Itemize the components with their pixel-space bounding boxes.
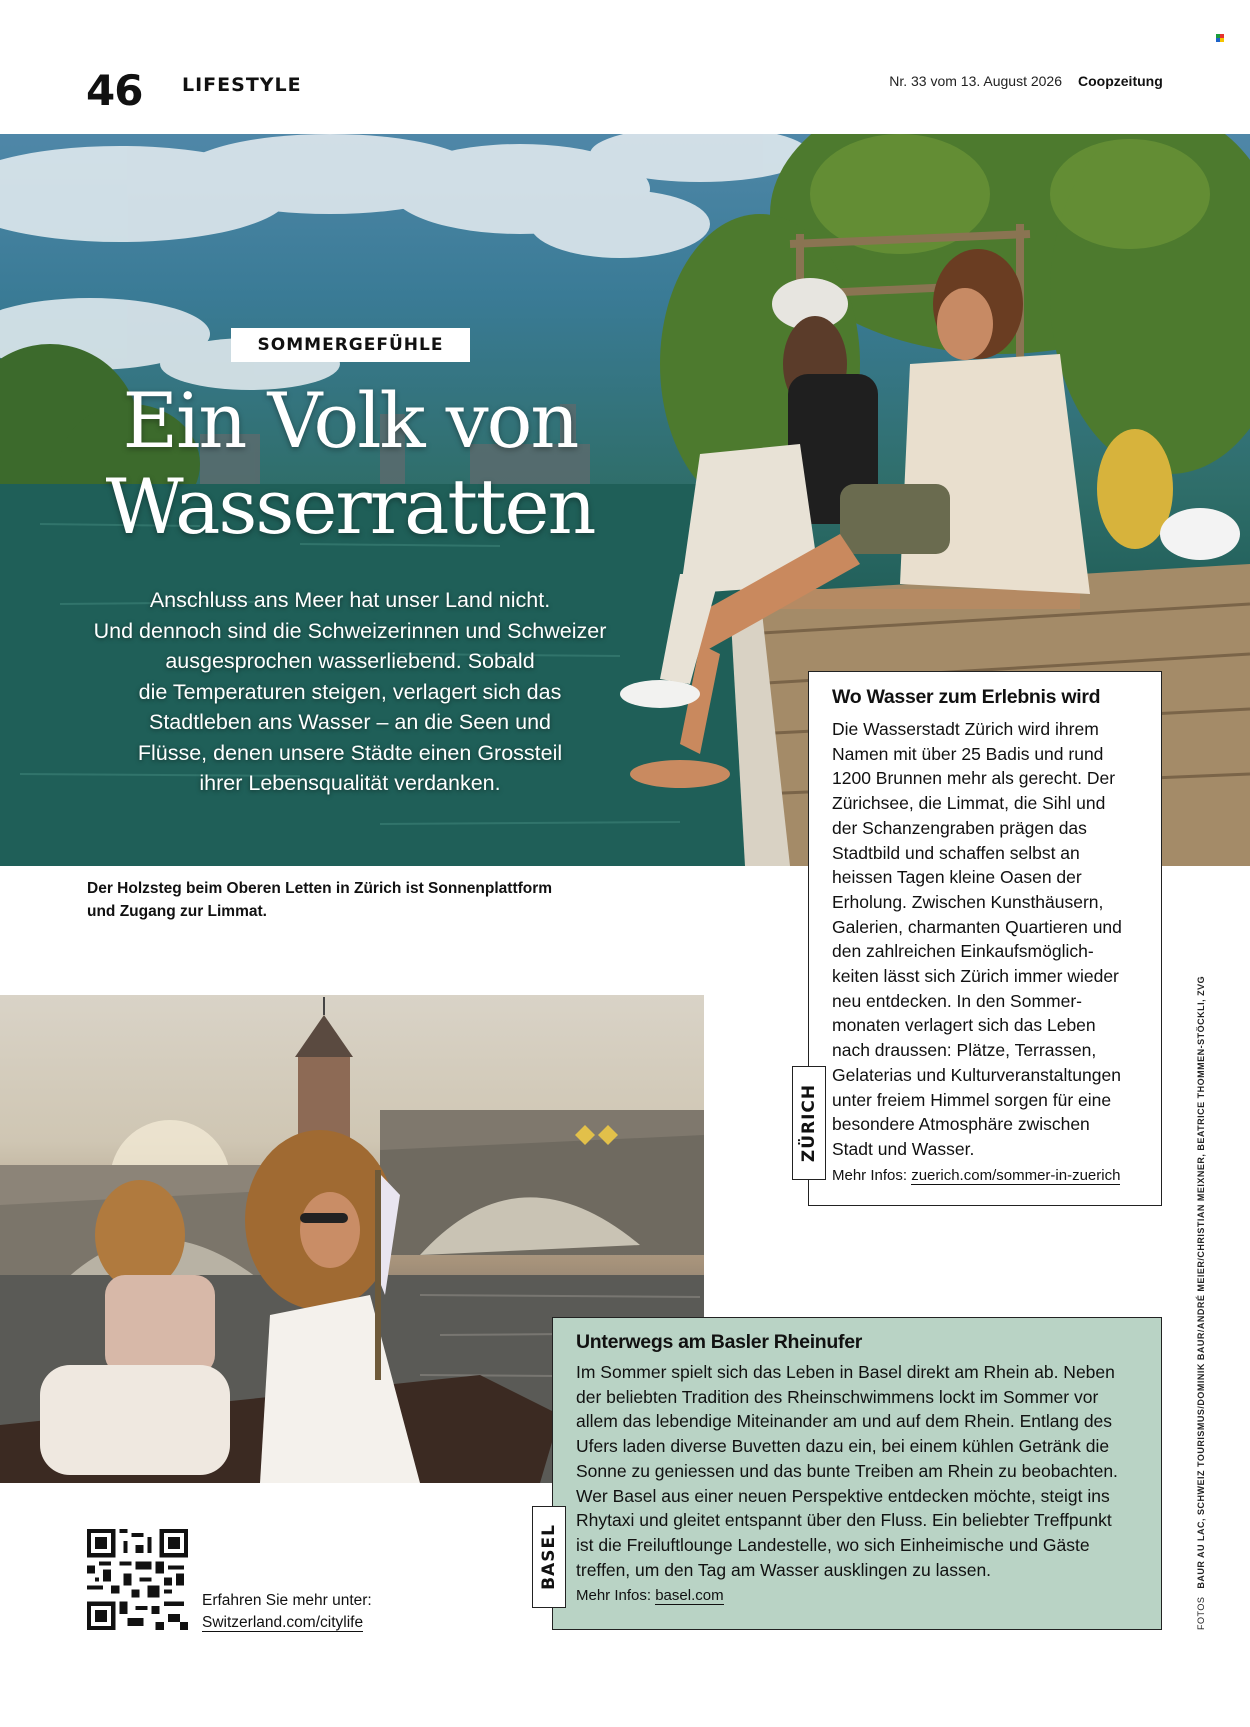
more-info-label: Mehr Infos: — [832, 1166, 908, 1184]
page-number: 46 — [86, 66, 143, 115]
body-line: monaten verlagert sich das Leben — [832, 1015, 1096, 1036]
body-line: den zahlreichen Einkaufsmöglich- — [832, 941, 1094, 962]
body-line: Gelaterias und Kulturveranstaltungen — [832, 1064, 1121, 1085]
zurich-infobox — [808, 671, 1162, 1206]
zurich-body — [832, 717, 1139, 1162]
more-info-label: Mehr Infos: — [576, 1587, 652, 1605]
body-line: neu entdecken. In den Sommer- — [832, 990, 1083, 1011]
lead-line: Anschluss ans Meer hat unser Land nicht. — [149, 588, 551, 612]
body-line: nach draussen: Plätze, Terrassen, — [832, 1040, 1097, 1061]
body-line: der beliebten Tradition des Rheinschwimmens lockt im Sommer vor — [576, 1386, 1099, 1407]
qr-caption — [202, 1590, 372, 1634]
zurich-link[interactable]: zuerich.com/sommer-in-zuerich — [911, 1166, 1121, 1184]
body-line: Die Wasserstadt Zürich wird ihrem — [832, 719, 1099, 739]
body-line: Namen mit über 25 Badis und rund — [832, 743, 1104, 764]
basel-infobox — [552, 1317, 1162, 1630]
photo-credit — [1196, 975, 1206, 1630]
body-line: unter freiem Himmel sorgen für eine — [832, 1089, 1112, 1110]
zurich-vertical-label — [792, 1066, 826, 1180]
lead-paragraph — [80, 585, 620, 799]
body-line: Erholung. Zwischen Kunsthäusern, — [832, 891, 1104, 912]
body-line: Zürichsee, die Limmat, die Sihl und — [832, 793, 1106, 814]
lead-line: Flüsse, denen unsere Städte einen Grossteil — [137, 740, 563, 765]
body-line: 1200 Brunnen mehr als gerecht. Der — [832, 768, 1116, 789]
body-line: Ufers laden diverse Buvetten dazu ein, bei einem kühlen Getränk die — [576, 1436, 1110, 1457]
qr-label-text: Erfahren Sie mehr unter: — [202, 1592, 372, 1609]
qr-link[interactable]: Switzerland.com/citylife — [202, 1614, 364, 1631]
zurich-more-info — [832, 1167, 1139, 1184]
lead-line: ausgesprochen wasserliebend. Sobald — [165, 649, 535, 673]
basel-vertical-label — [532, 1506, 566, 1608]
body-line: Stadtbild und schaffen selbst an — [832, 842, 1080, 863]
headline-line: Ein Volk von — [122, 376, 578, 465]
lead-line: Und dennoch sind die Schweizerinnen und Schweizer — [93, 618, 607, 643]
color-mark-icon — [1216, 34, 1224, 42]
basel-title: Unterwegs am Basler Rheinufer — [576, 1331, 863, 1353]
qr-code-icon[interactable] — [87, 1529, 188, 1630]
body-line: keiten lässt sich Zürich immer wieder — [832, 966, 1119, 987]
body-line: der Schanzengraben prägen das — [832, 817, 1087, 838]
body-line: Rhytaxi und gleitet entspannt über den Fluss. Ein beliebter Treffpunkt — [576, 1510, 1112, 1531]
body-line: ist die Freiluftlounge Landestelle, wo sich Einheimische und Gäste — [576, 1534, 1090, 1555]
basel-more-info — [576, 1587, 1139, 1604]
lead-line: die Temperaturen steigen, verlagert sich das — [138, 679, 562, 704]
body-line: Galerien, charmanten Quartieren und — [832, 916, 1122, 937]
headline-line: Wasserratten — [105, 462, 595, 551]
publication-brand: Coopzeitung — [1078, 73, 1163, 89]
body-line: Sonne zu geniessen und das bunte Treiben am Rhein zu beobachten. — [576, 1460, 1118, 1481]
photo-caption — [87, 877, 607, 923]
caption-line: und Zugang zur Limmat. — [87, 903, 267, 920]
lead-line: ihrer Lebensqualität verdanken. — [199, 771, 501, 795]
basel-label-text: BASEL — [539, 1524, 559, 1590]
headline — [90, 378, 610, 550]
body-line: besondere Atmosphäre zwischen — [832, 1114, 1090, 1135]
credit-label: FOTOS — [1196, 1596, 1206, 1630]
zurich-label-text: ZÜRICH — [799, 1083, 819, 1163]
body-line: treffen, um den Tag am Wasser ausklingen zu lassen. — [576, 1559, 992, 1580]
credit-text: BAUR AU LAC, SCHWEIZ TOURISMUS/DOMINIK BAUR/ANDRÉ MEIER/CHRISTIAN MEIXNER, BEATRICE THOMMEN-STÖCKLI, ZVG — [1196, 975, 1206, 1589]
body-line: Stadt und Wasser. — [832, 1138, 975, 1159]
issue-date: Nr. 33 vom 13. August 2026 — [889, 73, 1062, 89]
basel-body — [576, 1360, 1139, 1582]
body-line: Wer Basel aus einer neuen Perspektive entdecken möchte, steigt ins — [576, 1485, 1110, 1506]
body-line: Im Sommer spielt sich das Leben in Basel direkt am Rhein ab. Neben — [576, 1362, 1115, 1382]
caption-line: Der Holzsteg beim Oberen Letten in Zürich ist Sonnenplattform — [87, 880, 553, 897]
body-line: allem das lebendige Miteinander am und auf dem Rhein. Entlang des — [576, 1411, 1113, 1432]
basel-link[interactable]: basel.com — [655, 1587, 724, 1605]
lead-line: Stadtleben ans Wasser – an die Seen und — [148, 710, 551, 734]
kicker-label: SOMMERGEFÜHLE — [231, 328, 470, 362]
zurich-title: Wo Wasser zum Erlebnis wird — [832, 686, 1101, 708]
body-line: heissen Tagen kleine Oasen der — [832, 867, 1082, 888]
section-title: LIFESTYLE — [182, 74, 302, 96]
